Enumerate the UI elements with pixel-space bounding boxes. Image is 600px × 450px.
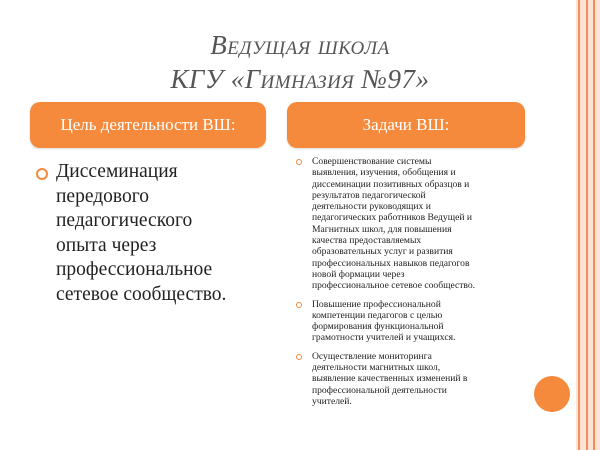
goal-bullet-item — [36, 160, 276, 307]
bullet-circle-icon — [36, 168, 48, 180]
task-line: профессиональное сетевое сообщество. — [312, 280, 476, 292]
task-line: выявления, изучения, обобщения и — [312, 167, 456, 179]
goal-header — [30, 102, 266, 148]
bullet-circle-icon — [296, 302, 302, 308]
task-line: деятельности руководящих и — [312, 201, 431, 213]
task-line: педагогических работников Ведущей и — [312, 212, 473, 224]
task-line: профессиональных навыков педагогов — [312, 257, 470, 269]
bullet-circle-icon — [296, 159, 302, 165]
tasks-header — [287, 102, 525, 148]
title-line-2: КГУ «Гимназия №97» — [170, 64, 430, 94]
slide-title — [40, 28, 560, 96]
task-line: грамотности учителей и учащихся. — [312, 332, 456, 344]
task-line: учителей. — [312, 395, 352, 407]
decorative-stripe — [593, 0, 595, 450]
goal-line: передового — [56, 185, 149, 207]
title-line-1: Ведущая школа — [210, 30, 390, 60]
task-line: деятельности магнитных школ, — [312, 362, 441, 374]
task-line: результатов педагогической — [312, 189, 426, 201]
tasks-header-label: Задачи ВШ: — [362, 115, 450, 134]
goal-line: профессиональное — [56, 259, 213, 280]
task-line: качества предоставляемых — [312, 235, 422, 247]
task-line: профессиональной деятельности — [312, 384, 447, 396]
tasks-list — [296, 156, 528, 414]
goal-text — [56, 160, 276, 307]
bullet-circle-icon — [296, 354, 302, 360]
decorative-circle — [534, 376, 570, 412]
task-line: образовательных услуг и развития — [312, 246, 453, 258]
task-line: выявление качественных изменений в — [312, 373, 468, 385]
task-item — [296, 299, 528, 344]
goal-line: Диссеминация — [56, 161, 178, 182]
task-line: диссеминации позитивных образцов и — [312, 178, 470, 190]
task-line: Совершенствование системы — [312, 156, 432, 167]
goal-line: опыта через — [56, 234, 157, 256]
goal-line: сетевое сообщество. — [56, 283, 227, 305]
task-line: Осуществление мониторинга — [312, 350, 432, 362]
task-line: компетенции педагогов с целью — [312, 309, 443, 321]
task-line: новой формации через — [312, 268, 405, 280]
task-item — [296, 351, 528, 407]
task-line: Магнитных школ, для повышения — [312, 223, 452, 235]
task-line: Повышение профессиональной — [312, 298, 441, 310]
decorative-stripe — [586, 0, 588, 450]
goal-line: педагогического — [56, 210, 193, 231]
task-line: формирования функциональной — [312, 321, 444, 333]
decorative-stripe — [578, 0, 580, 450]
goal-header-label: Цель деятельности ВШ: — [60, 115, 236, 134]
task-item — [296, 156, 528, 292]
